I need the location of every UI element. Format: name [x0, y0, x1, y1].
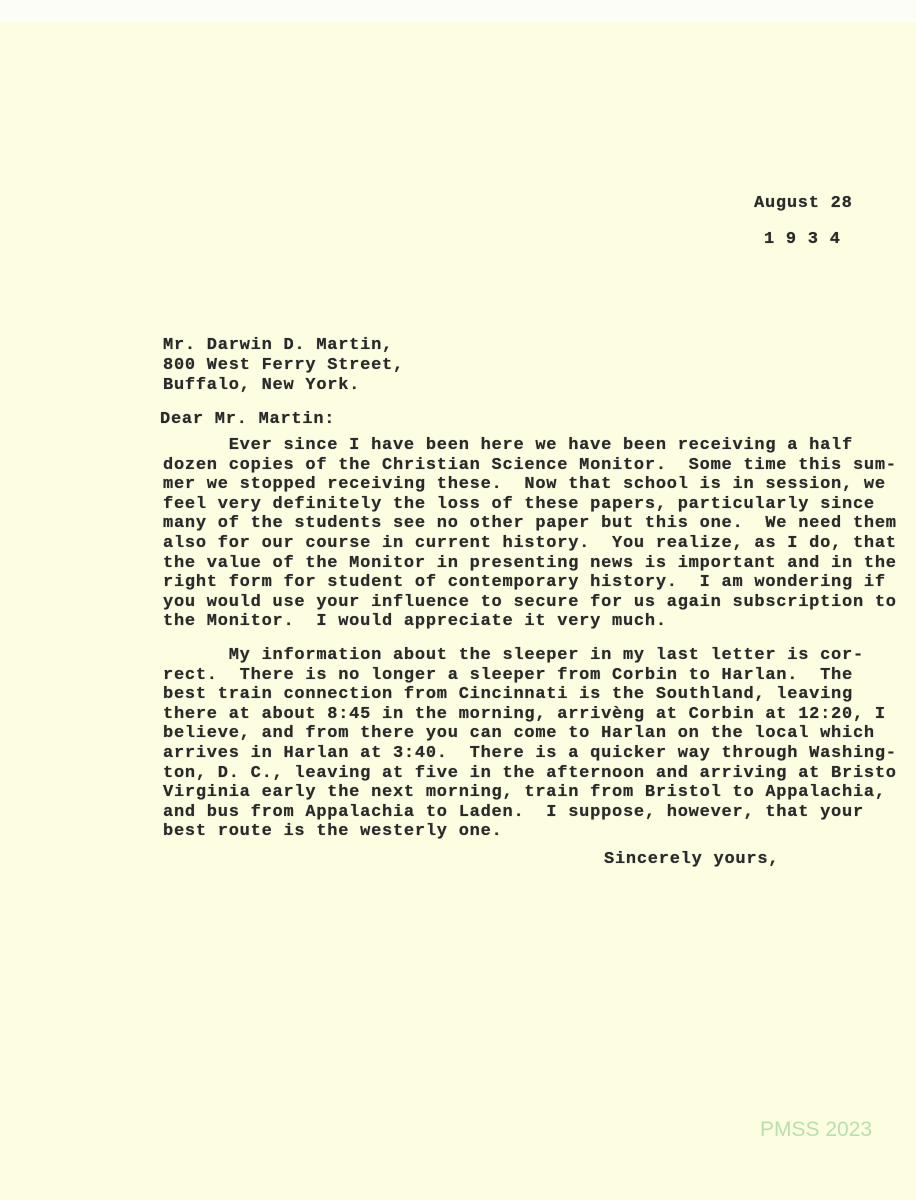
watermark: PMSS 2023 [760, 1118, 873, 1141]
letter-line: Ever since I have been here we have been receiving a half [163, 436, 853, 455]
paragraph-1 [163, 436, 913, 632]
address-line: Buffalo, New York. [163, 376, 361, 395]
letter-line: there at about 8:45 in the morning, arrivèng at Corbin at 12:20, I [163, 704, 886, 724]
letter-line: mer we stopped receiving these. Now that school is in session, we [163, 475, 886, 495]
letter-line: best train connection from Cincinnati is the Southland, leaving [163, 685, 853, 705]
date-year: 1 9 3 4 [764, 230, 841, 249]
letter-line: My information about the sleeper in my last letter is cor- [163, 646, 864, 665]
letter-line: believe, and from there you can come to Harlan on the local which [163, 724, 875, 744]
paragraph-2 [163, 646, 913, 842]
letter-line: ton, D. C., leaving at five in the afternoon and arriving at Bristo [163, 763, 897, 783]
scan-top-edge [0, 0, 916, 22]
letter-line: also for our course in current history. You realize, as I do, that [163, 533, 897, 553]
letter-line: Virginia early the next morning, train from Bristol to Appalachia, [163, 783, 886, 803]
closing: Sincerely yours, [604, 850, 780, 869]
letter-line: you would use your influence to secure for us again subscription to [163, 592, 897, 612]
date-month-day: August 28 [754, 194, 853, 213]
letter-line: rect. There is no longer a sleeper from Corbin to Harlan. The [163, 665, 853, 685]
letter-line: and bus from Appalachia to Laden. I suppose, however, that your [163, 802, 864, 822]
address-line: Mr. Darwin D. Martin, [163, 336, 393, 355]
recipient-address [163, 336, 913, 396]
letter-line: many of the students see no other paper but this one. We need them [163, 514, 897, 534]
letter-line: the Monitor. I would appreciate it very much. [163, 612, 667, 632]
letter-line: right form for student of contemporary history. I am wondering if [163, 573, 886, 593]
letter-line: best route is the westerly one. [163, 822, 503, 842]
letter-line: the value of the Monitor in presenting news is important and in the [163, 553, 897, 573]
salutation: Dear Mr. Martin: [160, 410, 336, 429]
letter-line: dozen copies of the Christian Science Monitor. Some time this sum- [163, 455, 897, 475]
letter-line: arrives in Harlan at 3:40. There is a quicker way through Washing- [163, 743, 897, 763]
letter-line: feel very definitely the loss of these papers, particularly since [163, 494, 875, 514]
address-line: 800 West Ferry Street, [163, 356, 404, 375]
